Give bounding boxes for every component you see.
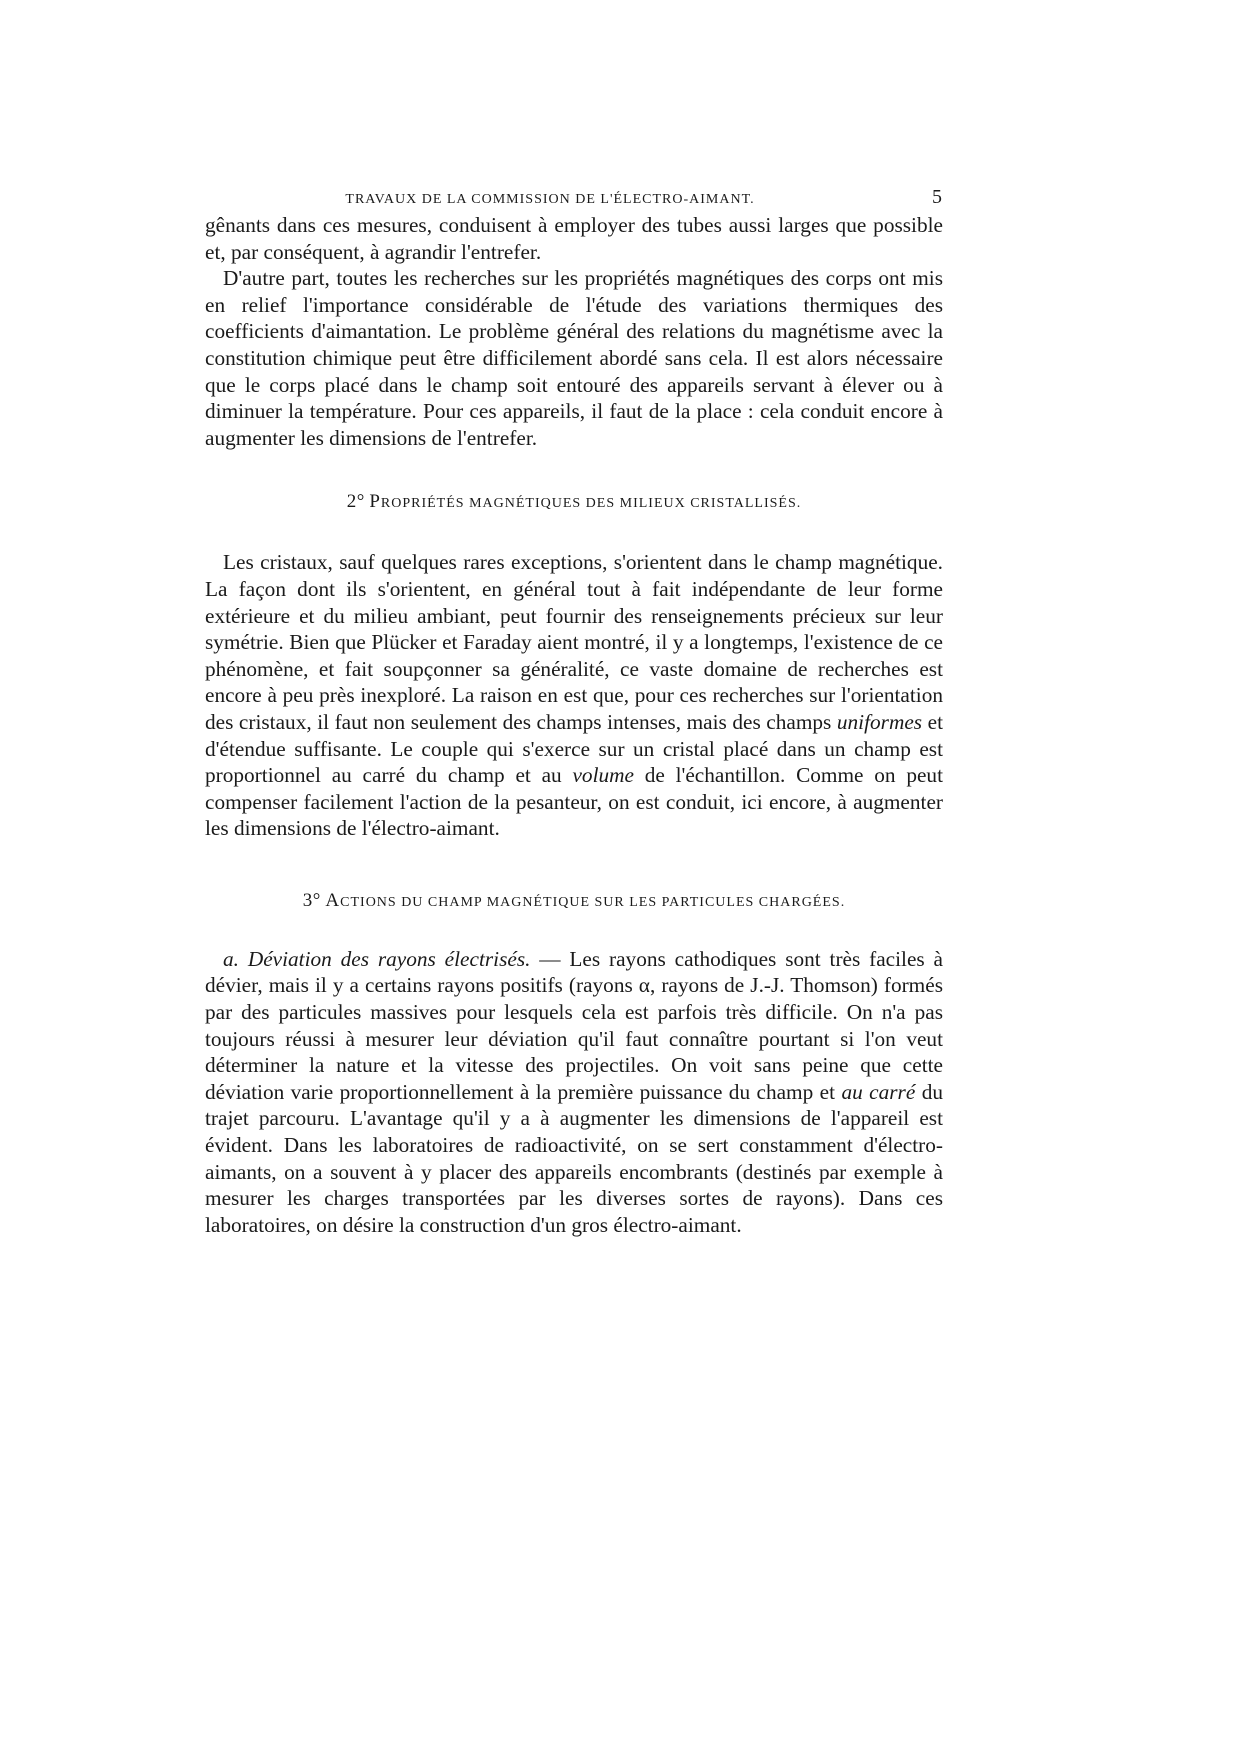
- section-heading-3-initial: A: [325, 889, 341, 911]
- section-heading-2-initial: P: [369, 491, 381, 513]
- text-run: — Les rayons cathodiques sont très faciles à dévier, mais il y a certains rayons positifs (rayons α, rayons de J.-J. Thomson) formés par des particules massives pour lesquels cela est parfois très difficile. On n'a pas toujours réussi à mesurer leur déviation qu'il faut connaître pourtant si l'on veut déterminer la nature et la vitesse des projectiles. On voit sans peine que cette déviation varie proportionnellement à la première puissance du champ et: [205, 946, 943, 1104]
- emphasis-volume: volume: [572, 763, 634, 788]
- text-run: de l'échantillon. Comme on peut compenser facilement l'action de la pesanteur, on est conduit, ici encore, à augmenter les dimensions de l'électro-aimant.: [205, 763, 943, 841]
- running-head: [205, 186, 943, 212]
- section-number-3: 3°: [302, 889, 321, 911]
- subheading-deviation: a. Déviation des rayons électrisés.: [223, 946, 531, 971]
- section-heading-2-title: ROPRIÉTÉS MAGNÉTIQUES DES MILIEUX CRISTALLISÉS.: [380, 496, 802, 512]
- section-heading-3-title: CTIONS DU CHAMP MAGNÉTIQUE SUR LES PARTICULES CHARGÉES.: [340, 894, 846, 910]
- paragraph-deviation: [205, 946, 943, 1239]
- paragraph-thermal: D'autre part, toutes les recherches sur les propriétés magnétiques des corps ont mis en relief l'importance considérable de l'étude des variations thermiques des coefficients d'aimantation. Le problème général des relations du magnétisme avec la constitution chimique peut être difficilement abordé sans cela. Il est alors nécessaire que le corps placé dans le champ soit entouré des appareils servant à élever ou à diminuer la température. Pour ces appareils, il faut de la place : cela conduit encore à augmenter les dimensions de l'entrefer.: [205, 266, 943, 450]
- text-run: du trajet parcouru. L'avantage qu'il y a à augmenter les dimensions de l'appareil est évident. Dans les laboratoires de radioactivité, on se sert constamment d'électro-aimants, on a souvent à y placer des appareils encombrants (destinés par exemple à mesurer les charges transportées par les diverses sortes de rayons). Dans ces laboratoires, on désire la construction d'un gros électro-aimant.: [205, 1079, 943, 1237]
- running-head-title: TRAVAUX DE LA COMMISSION DE L'ÉLECTRO-AIMANT.: [345, 192, 755, 207]
- text-run: et d'étendue suffisante. Le couple qui s'exerce sur un cristal placé dans un champ est proportionnel au carré du champ et au: [205, 709, 943, 788]
- page-body: [205, 186, 943, 1238]
- paragraph-continuation: gênants dans ces mesures, conduisent à employer des tubes aussi larges que possible et, par conséquent, à agrandir l'entrefer.: [205, 213, 943, 264]
- emphasis-au-carre: au carré: [841, 1079, 916, 1104]
- section-heading-2: [205, 491, 943, 513]
- paragraph-crystals: [205, 549, 943, 842]
- section-heading-3: [205, 890, 943, 912]
- section-number-2: 2°: [346, 491, 365, 513]
- page-number: 5: [932, 186, 943, 208]
- emphasis-uniformes: uniformes: [836, 709, 923, 734]
- text-run: Les cristaux, sauf quelques rares exceptions, s'orientent dans le champ magnétique. La façon dont ils s'orientent, en général tout à fait indépendante de leur forme extérieure et du milieu ambiant, peut fournir des renseignements précieux sur leur symétrie. Bien que Plücker et Faraday aient montré, il y a longtemps, l'existence de ce phénomène, et fait soupçonner sa généralité, ce vaste domaine de recherches est encore à peu près inexploré. La raison en est que, pour ces recherches sur l'orientation des cristaux, il faut non seulement des champs intenses, mais des champs: [205, 550, 943, 734]
